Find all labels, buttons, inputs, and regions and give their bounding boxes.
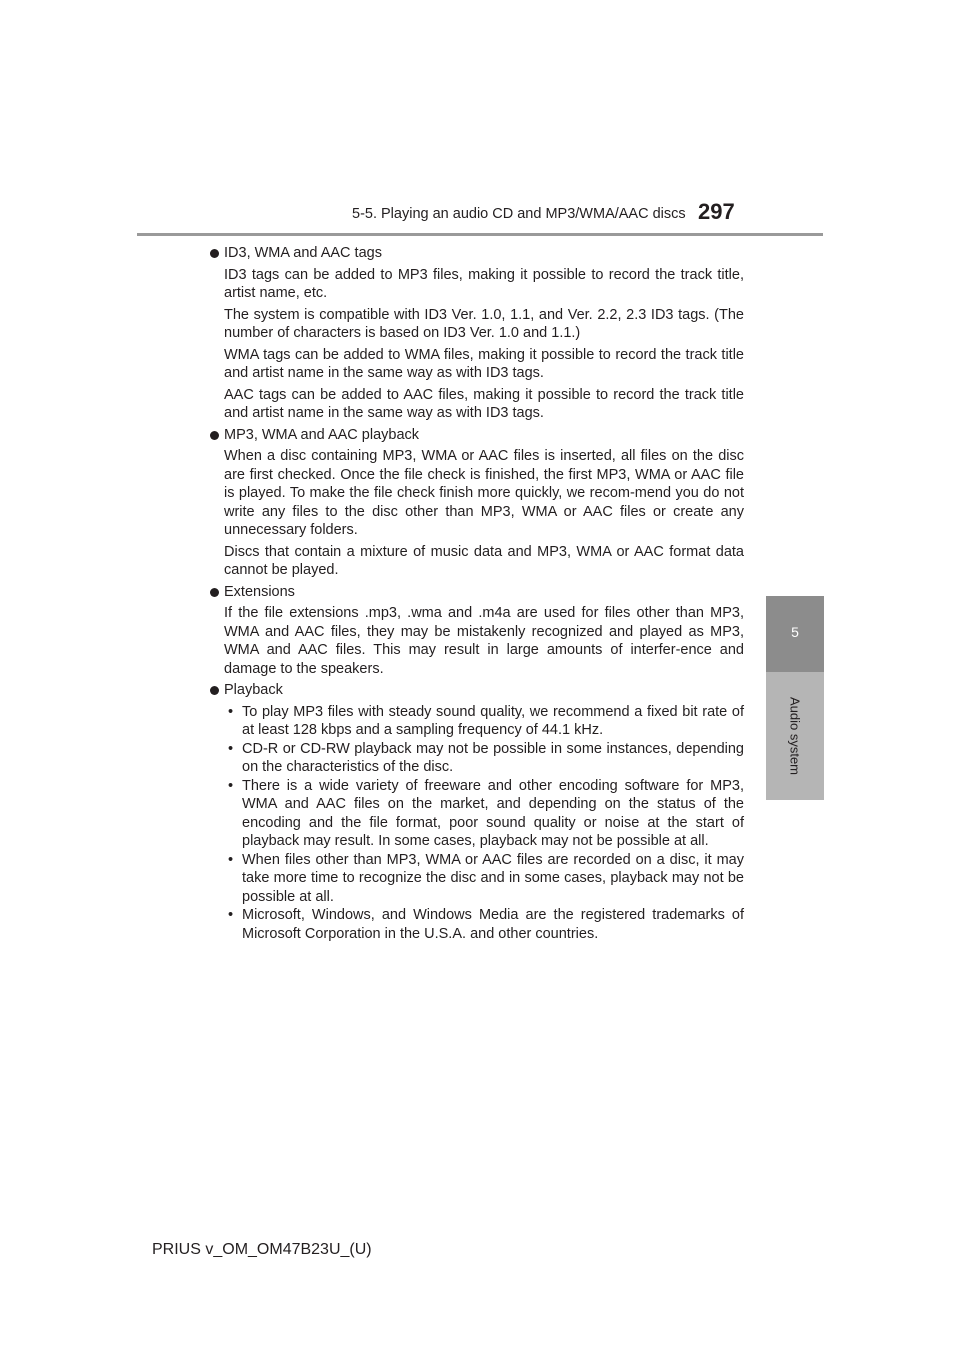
- bullet-icon: [210, 249, 219, 258]
- paragraph: WMA tags can be added to WMA files, making it possible to record the track title and artist name in the same way as with ID3 tags.: [224, 346, 744, 381]
- list-item-text: Microsoft, Windows, and Windows Media are the registered trademarks of Microsoft Corporation in the U.S.A. and other countries.: [242, 907, 744, 942]
- list-item-text: There is a wide variety of freeware and other encoding software for MP3, WMA and AAC files on the market, and depending on the status of the encoding and the file format, poor sound quality or noise at the start of playback may result. In some cases, playback may not be possible at all.: [242, 777, 744, 849]
- list-item: [224, 851, 744, 907]
- list-item: [224, 703, 744, 740]
- list-marker: •: [228, 703, 234, 720]
- section-playback-support: [224, 426, 744, 580]
- paragraph: If the file extensions .mp3, .wma and .m4a are used for files other than MP3, WMA and AAC files, they may be mistakenly recognized and played as MP3, WMA and AAC files. This may result in large amounts of interfer-ence and damage to the speakers.: [224, 605, 744, 677]
- section-playback: [224, 681, 744, 943]
- section-heading-text: ID3, WMA and AAC tags: [224, 245, 382, 261]
- paragraph: The system is compatible with ID3 Ver. 1.0, 1.1, and Ver. 2.2, 2.3 ID3 tags. (The number of characters is based on ID3 Ver. 1.0 and 1.1.): [224, 306, 744, 341]
- section-heading: [210, 244, 744, 263]
- section-heading-text: MP3, WMA and AAC playback: [224, 426, 420, 443]
- section-id3-tags: [224, 244, 744, 423]
- paragraph: When a disc containing MP3, WMA or AAC files is inserted, all files on the disc are first checked. Once the file check is finished, the first MP3, WMA or AAC file is played. To make the file check finish more quickly, we recom-mend you do not write any files to the disc other than MP3, WMA or AAC files or create any unnecessary folders.: [224, 448, 744, 538]
- bullet-icon: [210, 431, 219, 440]
- list-item-text: CD-R or CD-RW playback may not be possible in some instances, depending on the characteristics of the disc.: [242, 740, 744, 775]
- header-divider: [137, 233, 823, 236]
- list-item-text: To play MP3 files with steady sound quality, we recommend a fixed bit rate of at least 128 kbps and a sampling frequency of 44.1 kHz.: [242, 703, 744, 738]
- playback-notes-list: [224, 703, 744, 944]
- section-extensions: [224, 583, 744, 679]
- section-heading: [210, 681, 744, 700]
- list-marker: •: [228, 777, 234, 794]
- paragraph: ID3 tags can be added to MP3 files, making it possible to record the track title, artist name, etc.: [224, 266, 744, 301]
- paragraph: AAC tags can be added to AAC files, making it possible to record the track title and artist name in the same way as with ID3 tags.: [224, 386, 744, 421]
- page-number: 297: [698, 199, 735, 224]
- section-heading: [210, 426, 744, 445]
- list-item: [224, 740, 744, 777]
- bullet-icon: [210, 588, 219, 597]
- list-item: [224, 906, 744, 943]
- page-content: [224, 244, 744, 946]
- manual-code: PRIUS v_OM_OM47B23U_(U): [152, 1241, 372, 1258]
- paragraph: Discs that contain a mixture of music data and MP3, WMA or AAC format data cannot be played.: [224, 543, 744, 578]
- bullet-icon: [210, 686, 219, 695]
- list-marker: •: [228, 740, 234, 757]
- section-heading-text: Extensions: [224, 583, 295, 600]
- section-heading-text: Playback: [224, 682, 283, 698]
- list-marker: •: [228, 907, 234, 923]
- list-item-text: When files other than MP3, WMA or AAC files are recorded on a disc, it may take more time to recognize the disc and in some cases, playback may not be possible at all.: [242, 851, 744, 905]
- list-item: [224, 777, 744, 851]
- chapter-label: Audio system: [787, 696, 803, 776]
- section-heading: [210, 583, 744, 602]
- list-marker: •: [228, 851, 234, 868]
- header-section-title: 5-5. Playing an audio CD and MP3/WMA/AAC discs: [352, 206, 686, 222]
- chapter-number: 5: [791, 624, 799, 640]
